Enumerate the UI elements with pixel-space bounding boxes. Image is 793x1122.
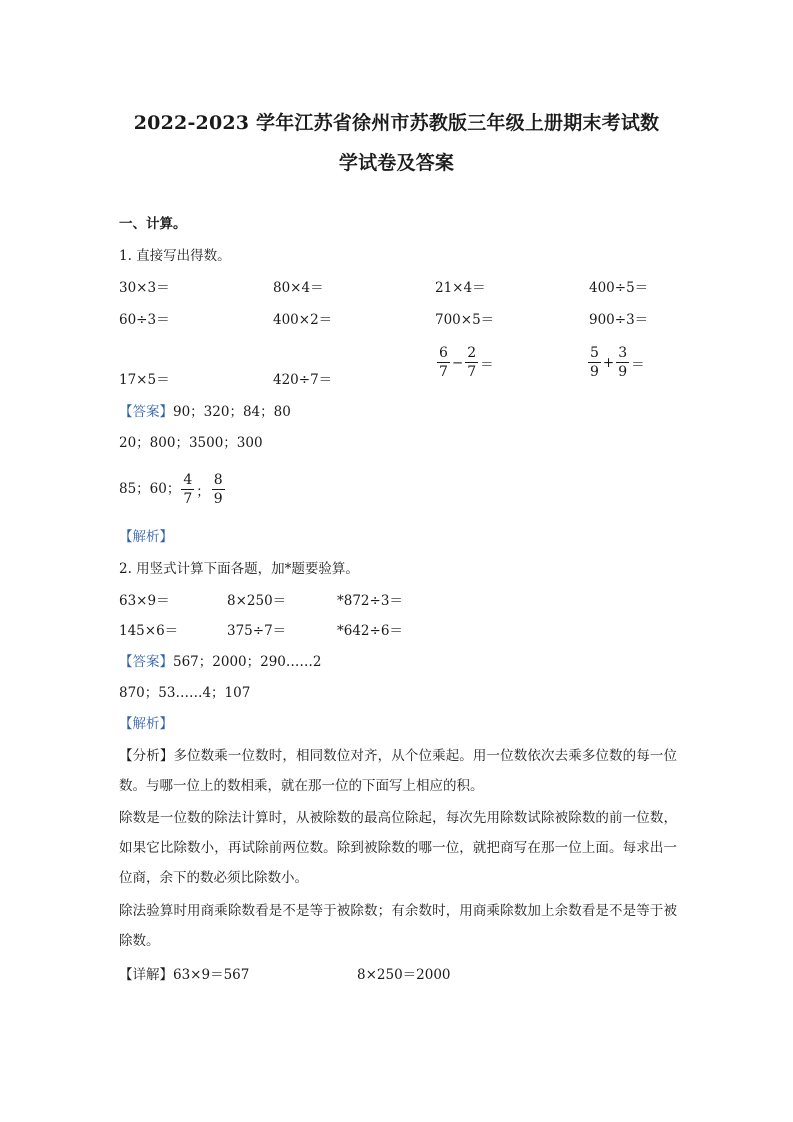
answer-text: 85；60； — [119, 480, 181, 497]
q2-detail-line — [119, 969, 249, 983]
answer-fraction — [212, 473, 225, 506]
separator: ； — [196, 483, 210, 500]
detail-item: 63×9＝567 — [173, 967, 250, 983]
q1-item: 80×4＝ — [273, 280, 324, 296]
q1-answer-line-2: 20；800；3500；300 — [119, 435, 263, 451]
q2-item: 8×250＝ — [227, 593, 287, 609]
operator: − — [451, 354, 464, 371]
numerator: 6 — [439, 345, 448, 361]
q1-answer-line-1 — [119, 406, 291, 420]
q1-fraction-item-2 — [587, 346, 646, 379]
page-title-line-1: 2022-2023 学年江苏省徐州市苏教版三年级上册期末考试数 — [133, 112, 660, 134]
q1-analysis-tag: 【解析】 — [119, 529, 173, 545]
q1-item: 400÷5＝ — [589, 280, 649, 296]
equals-sign: ＝ — [631, 356, 645, 373]
section-heading: 一、计算。 — [119, 216, 187, 232]
fraction — [437, 346, 450, 379]
answer-tag: 【答案】 — [119, 404, 173, 420]
numerator: 4 — [183, 472, 193, 488]
numerator: 3 — [618, 345, 628, 361]
fraction — [465, 346, 478, 379]
analysis-paragraph-2: 除数是一位数的除法计算时，从被除数的最高位除起，每次先用除数试除被除数的前一位数，如果它比除数小，再试除前两位数。除到被除数的哪一位，就把商写在那一位上面。每求出一位商，余下的数必须比除数小。 — [119, 810, 677, 886]
numerator: 8 — [213, 472, 223, 488]
numerator: 5 — [590, 345, 599, 361]
equals-sign: ＝ — [480, 356, 494, 373]
fraction — [616, 346, 629, 379]
analysis-paragraph-3: 除法验算时用商乘除数看是不是等于被除数；有余数时，用商乘除数加上余数看是不是等于被除数。 — [119, 903, 677, 949]
q1-fraction-item-1 — [436, 346, 495, 379]
q2-item: *872÷3＝ — [337, 593, 403, 609]
q1-item: 21×4＝ — [435, 280, 486, 296]
q1-item: 17×5＝ — [119, 372, 170, 388]
q2-item: 145×6＝ — [119, 623, 179, 639]
fraction — [588, 346, 601, 379]
answer-tag: 【答案】 — [119, 654, 173, 670]
answer-fraction — [181, 473, 194, 506]
q1-answer-line-3 — [119, 473, 226, 506]
numerator: 2 — [467, 345, 477, 361]
denominator: 9 — [618, 364, 628, 380]
analysis-paragraph-1: 【分析】多位数乘一位数时，相同数位对齐，从个位乘起。用一位数依次去乘多位数的每一位数。与哪一位上的数相乘，就在那一位的下面写上相应的积。 — [119, 748, 677, 794]
detail-item: 8×250＝2000 — [357, 967, 451, 983]
question-1-label: 1. 直接写出得数。 — [119, 248, 231, 264]
detail-tag: 【详解】 — [119, 967, 173, 983]
q1-item: 30×3＝ — [119, 280, 170, 296]
q2-analysis-tag: 【解析】 — [119, 716, 173, 732]
denominator: 7 — [467, 364, 477, 380]
q1-item: 60÷3＝ — [119, 312, 170, 328]
denominator: 7 — [183, 491, 193, 507]
q1-item: 700×5＝ — [435, 312, 495, 328]
answer-text: 567；2000；290……2 — [173, 654, 322, 670]
q2-item: 375÷7＝ — [227, 623, 287, 639]
q2-answer-line-1 — [119, 656, 321, 670]
denominator: 7 — [439, 364, 448, 380]
denominator: 9 — [590, 364, 599, 380]
q2-item: 63×9＝ — [119, 593, 170, 609]
q1-item: 400×2＝ — [273, 312, 333, 328]
q1-item: 420÷7＝ — [273, 372, 333, 388]
page-title-line-2: 学试卷及答案 — [338, 152, 455, 174]
q2-item: *642÷6＝ — [337, 623, 403, 639]
q1-item: 900÷3＝ — [589, 312, 649, 328]
answer-text: 90；320；84；80 — [173, 404, 291, 420]
denominator: 9 — [213, 491, 223, 507]
operator: + — [602, 354, 615, 371]
q2-answer-line-2: 870；53……4；107 — [119, 685, 251, 701]
question-2-label: 2. 用竖式计算下面各题，加*题要验算。 — [119, 561, 359, 577]
